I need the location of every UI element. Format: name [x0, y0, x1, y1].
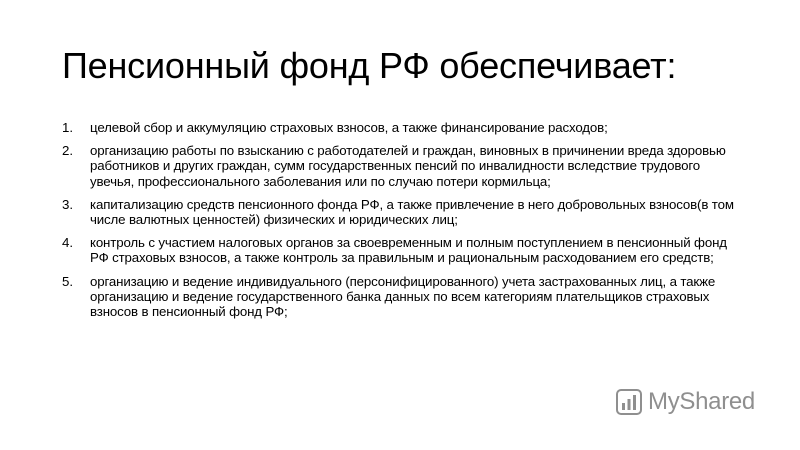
- list-item-text: контроль с участием налоговых органов за своевременным и полным поступлением в пенсионный фонд РФ страховых взносов, а также контроль за правильным и рациональным расходованием его средств;: [90, 235, 727, 266]
- list-item: [62, 120, 742, 135]
- list-item: [62, 143, 742, 189]
- list-item-number: 1.: [62, 120, 74, 135]
- list-item-text: организацию работы по взысканию с работодателей и граждан, виновных в причинении вреда здоровью работников и других граждан, сумм государственных пенсий по инвалидности вследствие трудового увечья, профессионального заболевания или по случаю потери кормильца;: [90, 143, 726, 189]
- slide-title: Пенсионный фонд РФ обеспечивает:: [62, 45, 677, 86]
- list-item-text: целевой сбор и аккумуляцию страховых взносов, а также финансирование расходов;: [90, 120, 608, 135]
- list-item-number: 5.: [62, 273, 74, 289]
- list-item: [62, 274, 742, 320]
- list-item-text: капитализацию средств пенсионного фонда РФ, а также привлечение в него добровольных взносов(в том числе валютных ценностей) физических и юридических лиц;: [90, 196, 734, 228]
- watermark-text: MyShared: [648, 388, 755, 415]
- list-item: [62, 197, 742, 227]
- list-item-number: 2.: [62, 143, 74, 159]
- watermark: [616, 388, 755, 416]
- list-item-number: 4.: [62, 235, 74, 251]
- numbered-list: [62, 120, 742, 327]
- list-item-number: 3.: [62, 196, 74, 212]
- bar-chart-icon: [616, 389, 642, 415]
- list-item-text: организацию и ведение индивидуального (персонифицированного) учета застрахованных лиц, а также организацию и ведение государственного банка данных по всем категориям плательщиков страховых взносов в пенсионный фонд РФ;: [90, 273, 716, 320]
- list-item: [62, 235, 742, 265]
